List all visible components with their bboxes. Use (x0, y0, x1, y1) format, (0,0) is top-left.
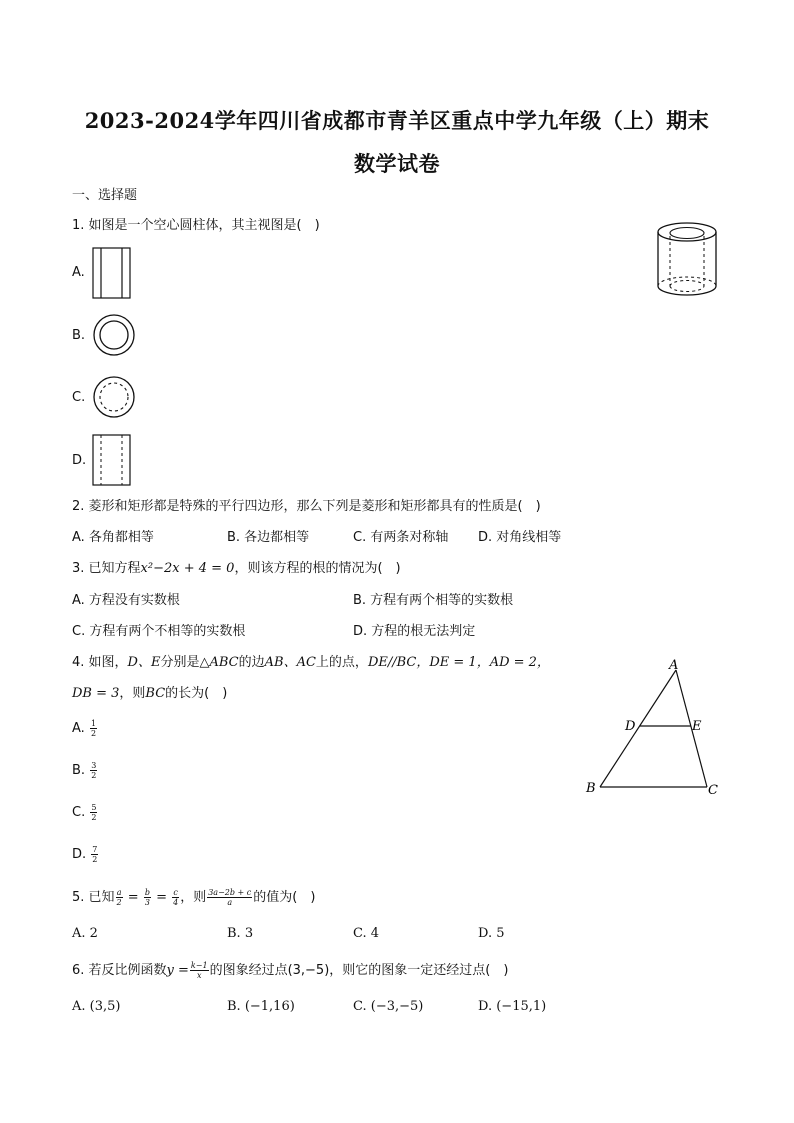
q6-option-c: C. (−3,−5) (353, 999, 424, 1014)
q2-option-a: A. 各角都相等 (72, 530, 154, 545)
q3-option-a: A. 方程没有实数根 (72, 593, 180, 608)
frac-num: c (173, 888, 178, 897)
frac-den: 2 (116, 898, 122, 907)
q5-prefix: 5. 已知 (72, 890, 115, 905)
q2-option-b: B. 各边都相等 (227, 530, 310, 545)
q3-equation: x²−2x + 4 = 0 (140, 561, 235, 576)
q4-option-b (72, 761, 98, 780)
q4-condition-db: DB = 3 (72, 686, 120, 701)
label-b: B (586, 781, 596, 796)
q6-stem (72, 961, 508, 980)
triangle-abc-figure (580, 655, 730, 800)
q4-text-5: ，则 (119, 686, 146, 701)
q4-option-d-label: D. (72, 847, 87, 862)
q3-option-d: D. 方程的根无法判定 (353, 624, 476, 639)
q5-option-b: B. 3 (227, 926, 254, 941)
label-d: D (625, 719, 636, 734)
label-a: A (669, 658, 679, 673)
q1-option-d-figure (92, 434, 132, 486)
q3-option-c: C. 方程有两个不相等的实数根 (72, 624, 246, 639)
frac-num: 3a−2b + c (208, 888, 252, 897)
q5-frac-c (172, 888, 179, 907)
q4-text-6: 的长为( ) (165, 686, 228, 701)
q4-sides: AB、AC (264, 655, 316, 670)
frac-num: a (116, 888, 122, 897)
q4-bc: BC (145, 686, 166, 701)
q4-stem-line2 (72, 685, 227, 703)
q1-option-d-label: D. (72, 453, 87, 468)
q4-option-a (72, 719, 98, 738)
q6-option-b: B. (−1,16) (227, 999, 295, 1014)
q1-option-b-figure (92, 314, 138, 358)
q4-option-a-fraction (90, 719, 97, 738)
label-c: C (708, 783, 718, 798)
q4-text-4: 上的点， (315, 655, 368, 670)
label-e: E (692, 719, 702, 734)
q1-option-b-label: B. (72, 328, 86, 343)
q5-mid: ，则 (180, 890, 207, 905)
page-title: 2023-2024学年四川省成都市青羊区重点中学九年级（上）期末 (84, 108, 710, 133)
q5-frac-expr (207, 888, 252, 907)
q6-y-eq: y = (166, 963, 189, 978)
q4-option-c-fraction (90, 803, 97, 822)
q6-frac (190, 961, 209, 980)
q5-option-d: D. 5 (478, 926, 505, 941)
q2-option-d: D. 对角线相等 (478, 530, 562, 545)
q4-stem-line1 (72, 654, 550, 672)
q5-frac-b (144, 888, 151, 907)
frac-den: 3 (144, 898, 150, 907)
q1-option-a-label: A. (72, 265, 85, 280)
section-heading: 一、选择题 (72, 188, 138, 203)
frac-den: 4 (173, 898, 179, 907)
q1-option-c-figure (92, 376, 138, 420)
q5-frac-a (116, 888, 123, 907)
q4-text-1: 4. 如图， (72, 655, 128, 670)
q4-option-c (72, 803, 98, 822)
frac-num: 5 (91, 803, 97, 812)
q3-stem-prefix: 3. 已知方程 (72, 561, 141, 576)
q5-stem: 5. 已知 $\frac{a}{2}$ = $\frac{b}{3}$ = $\frac{c}{4}$ ，则 $\frac{3a-2b + c}{a}$ 的值为( ) (72, 888, 316, 907)
frac-den: 2 (90, 729, 97, 738)
q5-option-a: A. 2 (72, 926, 98, 941)
q4-points-de: D、E (127, 655, 161, 670)
q4-triangle: △ABC (199, 655, 239, 670)
q4-conditions: DE//BC，DE = 1，AD = 2， (367, 655, 550, 670)
q2-option-c: C. 有两条对称轴 (353, 530, 449, 545)
frac-num: 7 (92, 845, 98, 854)
frac-den: x (196, 971, 202, 980)
q4-text-2: 分别是 (160, 655, 200, 670)
frac-num: 1 (90, 719, 97, 728)
q6-option-d: D. (−15,1) (478, 999, 547, 1014)
q4-text-3: 的边 (238, 655, 265, 670)
q6-suffix: 的图象经过点(3,−5)，则它的图象一定还经过点( ) (209, 963, 509, 978)
q5-option-c: C. 4 (353, 926, 380, 941)
q1-stem: 1. 如图是一个空心圆柱体，其主视图是( ) (72, 218, 320, 233)
q6-prefix: 6. 若反比例函数 (72, 963, 167, 978)
frac-den: 2 (91, 771, 97, 780)
frac-den: 2 (91, 813, 97, 822)
q3-stem (72, 560, 401, 578)
frac-den: a (227, 898, 233, 907)
q4-option-d-fraction (91, 845, 98, 864)
frac-num: 3 (91, 761, 97, 770)
q5-suffix: 的值为( ) (253, 890, 316, 905)
q2-stem: 2. 菱形和矩形都是特殊的平行四边形，那么下列是菱形和矩形都具有的性质是( ) (72, 499, 541, 514)
q3-stem-suffix: ，则该方程的根的情况为( ) (234, 561, 401, 576)
q4-option-d (72, 845, 99, 864)
q4-option-a-label: A. (72, 721, 85, 736)
q6-option-a: A. (3,5) (72, 999, 121, 1014)
q1-option-c-label: C. (72, 390, 86, 405)
page-subtitle: 数学试卷 (354, 151, 440, 176)
frac-num: k−1 (190, 961, 208, 970)
q4-option-c-label: C. (72, 805, 86, 820)
q3-option-b: B. 方程有两个相等的实数根 (353, 593, 514, 608)
frac-den: 2 (92, 855, 98, 864)
frac-num: b (144, 888, 150, 897)
q4-option-b-label: B. (72, 763, 86, 778)
hollow-cylinder-figure (655, 220, 721, 300)
q1-option-a-figure (92, 247, 132, 299)
q4-option-b-fraction (90, 761, 97, 780)
